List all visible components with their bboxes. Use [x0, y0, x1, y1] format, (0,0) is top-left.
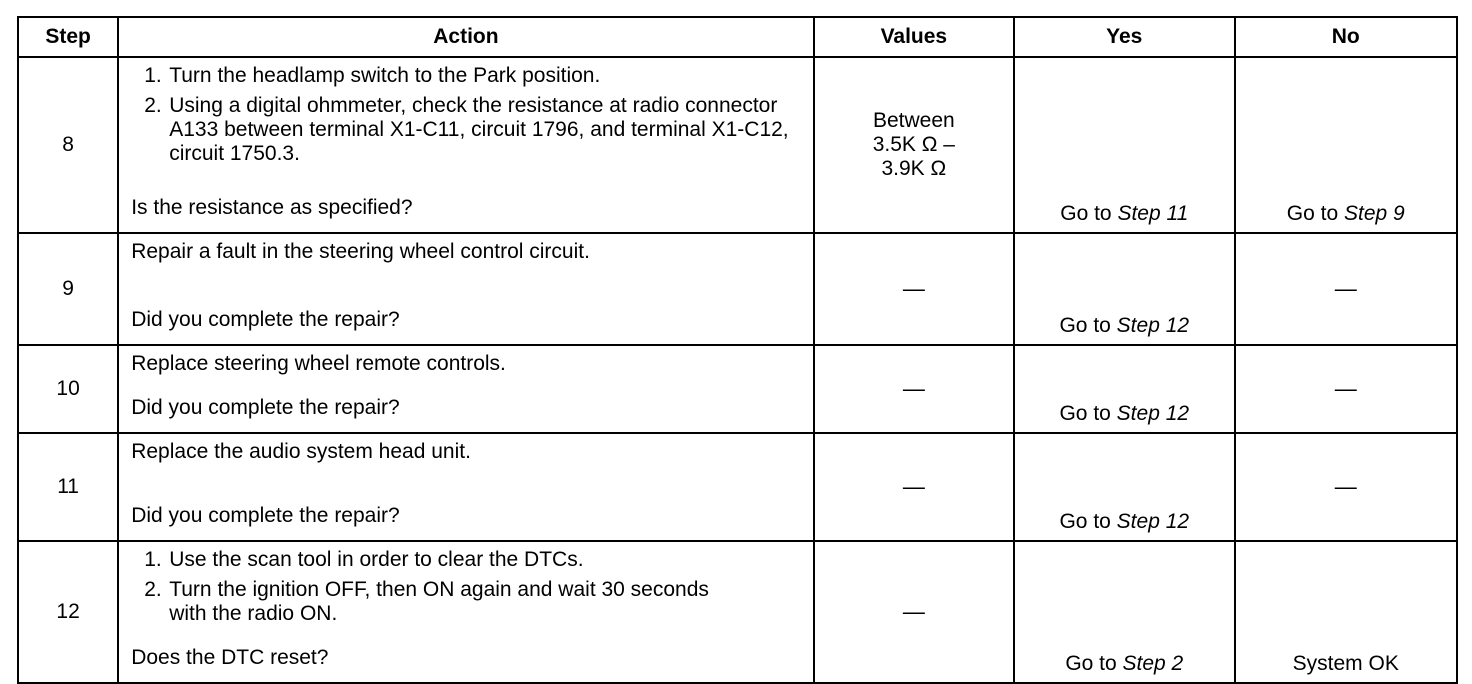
action-cell	[118, 541, 813, 683]
table-row	[18, 433, 1457, 541]
question-text: Is the resistance as specified?	[131, 196, 413, 219]
yes-cell: Go to Step 12	[1014, 345, 1234, 433]
values-cell: —	[814, 345, 1014, 433]
step-number: 12	[18, 541, 118, 683]
action-cell	[118, 57, 813, 233]
header-no: No	[1235, 17, 1458, 57]
values-cell: —	[814, 541, 1014, 683]
action-cell	[118, 345, 813, 433]
action-text: Replace steering wheel remote controls.	[131, 352, 506, 375]
action-cell	[118, 433, 813, 541]
action-list	[131, 548, 802, 632]
diagnostic-table	[17, 16, 1458, 684]
no-cell: Go to Step 9	[1235, 57, 1458, 233]
question-text: Does the DTC reset?	[131, 646, 329, 669]
no-cell: System OK	[1235, 541, 1458, 683]
header-action: Action	[118, 17, 813, 57]
action-item: 1. Turn the headlamp switch to the Park position.	[144, 64, 601, 87]
table-row	[18, 57, 1457, 233]
yes-step-link[interactable]: Step 11	[1117, 202, 1189, 225]
table-row	[18, 233, 1457, 345]
yes-step-link[interactable]: Step 12	[1116, 510, 1190, 533]
action-text: Replace the audio system head unit.	[131, 440, 471, 463]
table-row	[18, 541, 1457, 683]
table-row	[18, 345, 1457, 433]
action-text: Repair a fault in the steering wheel control circuit.	[131, 240, 590, 263]
step-number: 11	[18, 433, 118, 541]
yes-step-link[interactable]: Step 12	[1116, 314, 1190, 337]
yes-cell: Go to Step 12	[1014, 433, 1234, 541]
action-item: 2. Using a digital ohmmeter, check the resistance at radio connector A133 between terminal X1-C11, circuit 1796, and terminal X1-C12, circuit 1750.3.	[144, 94, 789, 165]
no-cell: —	[1235, 233, 1458, 345]
no-cell: —	[1235, 345, 1458, 433]
values-cell	[814, 57, 1014, 233]
values-cell: —	[814, 433, 1014, 541]
action-list	[131, 64, 802, 172]
step-number: 10	[18, 345, 118, 433]
action-item: 2. Turn the ignition OFF, then ON again and wait 30 seconds with the radio ON.	[144, 578, 709, 625]
action-cell	[118, 233, 813, 345]
header-values: Values	[814, 17, 1014, 57]
yes-step-link[interactable]: Step 12	[1116, 402, 1190, 425]
step-number: 8	[18, 57, 118, 233]
header-step: Step	[18, 17, 118, 57]
header-row	[18, 17, 1457, 57]
question-text: Did you complete the repair?	[131, 504, 400, 527]
question-text: Did you complete the repair?	[131, 308, 400, 331]
header-yes: Yes	[1014, 17, 1234, 57]
no-cell: —	[1235, 433, 1458, 541]
action-item: 1. Use the scan tool in order to clear the DTCs.	[144, 548, 584, 571]
step-number: 9	[18, 233, 118, 345]
question-text: Did you complete the repair?	[131, 396, 400, 419]
yes-cell: Go to Step 11	[1014, 57, 1234, 233]
yes-cell: Go to Step 2	[1014, 541, 1234, 683]
no-step-link[interactable]: Step 9	[1343, 202, 1405, 225]
yes-cell: Go to Step 12	[1014, 233, 1234, 345]
yes-step-link[interactable]: Step 2	[1122, 652, 1184, 675]
values-text: Between 3.5K Ω – 3.9K Ω	[872, 109, 955, 180]
values-cell: —	[814, 233, 1014, 345]
